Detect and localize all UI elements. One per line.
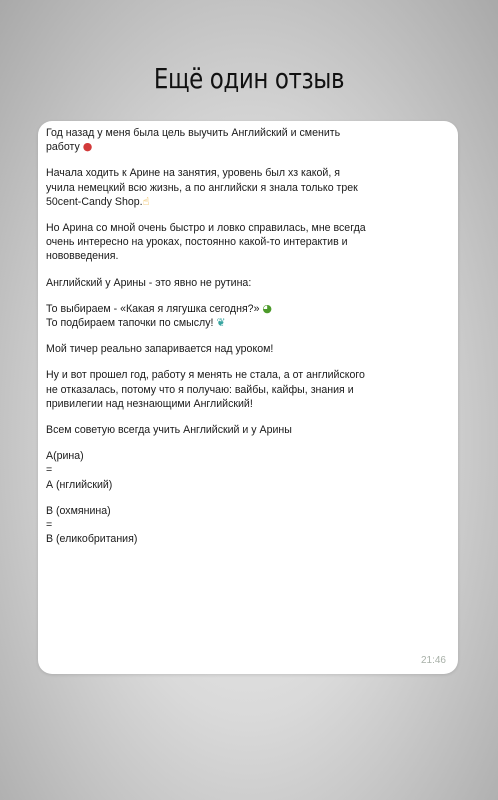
pointing-hand-icon: ☝ <box>142 194 150 208</box>
text-line <box>46 195 446 209</box>
text-line <box>46 316 446 330</box>
text-fragment: работу <box>46 141 80 154</box>
message-paragraph-5 <box>46 302 446 330</box>
message-paragraph-1 <box>46 126 446 154</box>
message-paragraph-3 <box>46 221 446 264</box>
frog-icon: ◕ <box>262 301 273 315</box>
message-bubble[interactable] <box>38 121 458 674</box>
message-paragraph-4 <box>46 276 446 290</box>
text-fragment: 50cent-Candy Shop. <box>46 195 143 208</box>
text-line: привилегии над незнающими Английский! <box>46 397 253 410</box>
text-line: Но Арина со мной очень быстро и ловко справилась, мне всегда <box>46 222 366 235</box>
message-paragraph-7 <box>46 368 446 411</box>
text-line: = <box>46 464 53 477</box>
text-line <box>46 140 446 154</box>
text-line: Год назад у меня была цель выучить Английский и сменить <box>46 127 341 139</box>
text-line: очень интересно на уроках, постоянно какой-то интерактив и <box>46 236 348 249</box>
text-line: учила немецкий всю жизнь, а по английски я знала только трек <box>46 181 358 194</box>
text-line: не отказалась, потому что я получаю: вайбы, кайфы, знания и <box>46 383 354 396</box>
story-title: Ещё один отзыв <box>153 62 345 95</box>
hot-face-icon: ● <box>82 140 93 154</box>
text-line: А(рина) <box>46 450 84 463</box>
feather-icon: ❦ <box>216 316 226 330</box>
text-line: Всем советую всегда учить Английский и у Арины <box>46 424 292 437</box>
text-line: нововведения. <box>46 250 119 263</box>
message-paragraph-10 <box>46 504 446 547</box>
text-line: Ну и вот прошел год, работу я менять не стала, а от английского <box>46 369 365 382</box>
text-line: В (еликобритания) <box>46 533 138 546</box>
text-line: Мой тичер реально запаривается над уроком! <box>46 343 274 356</box>
text-fragment: То выбираем - «Какая я лягушка сегодня?» <box>46 302 260 315</box>
text-fragment: То подбираем тапочки по смыслу! <box>46 317 214 330</box>
text-line <box>46 302 446 316</box>
text-line: В (охмянина) <box>46 504 111 517</box>
message-timestamp: 21:46 <box>420 654 446 666</box>
text-line: А (нглийский) <box>46 478 113 491</box>
message-paragraph-6 <box>46 342 446 356</box>
message-paragraph-8 <box>46 423 446 437</box>
text-line: = <box>46 519 53 532</box>
text-line: Начала ходить к Арине на занятия, уровень был хз какой, я <box>46 167 340 180</box>
message-paragraph-9 <box>46 449 446 492</box>
text-line: Английский у Арины - это явно не рутина: <box>46 276 252 289</box>
message-paragraph-2 <box>46 166 446 209</box>
